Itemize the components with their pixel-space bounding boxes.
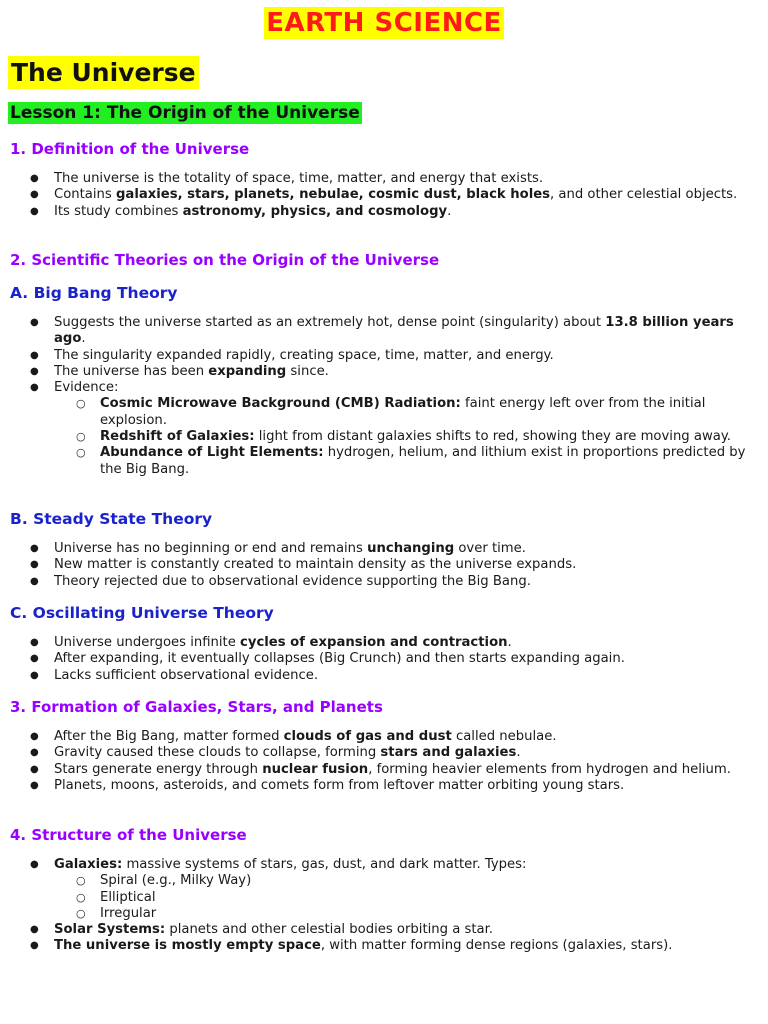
list-item: ● Theory rejected due to observational evidence supporting the Big Bang. [30, 574, 750, 590]
sub-list-item: ○ Redshift of Galaxies: light from distant galaxies shifts to red, showing they are moving away. [76, 429, 750, 445]
list-item: ● The singularity expanded rapidly, creating space, time, matter, and energy. [30, 348, 750, 364]
list-item: ● Galaxies: massive systems of stars, gas, dust, and dark matter. Types: ○ Spiral (e.g., Milky Way) ○ Elliptical ○ Irregular [30, 857, 750, 922]
list-item: ● The universe is the totality of space, time, matter, and energy that exists. [30, 171, 750, 187]
sub-list-item: ○ Abundance of Light Elements: hydrogen, helium, and lithium exist in proportions predicted by the Big Bang. [76, 445, 750, 478]
subsection-a-heading: A. Big Bang Theory [10, 284, 178, 302]
galaxy-types-list [76, 873, 750, 922]
list-item: ● Suggests the universe started as an extremely hot, dense point (singularity) about 13.8 billion years ago. [30, 315, 750, 348]
list-item: ● Solar Systems: planets and other celestial bodies orbiting a star. [30, 922, 750, 938]
list-item: ● Evidence: ○ Cosmic Microwave Background (CMB) Radiation: faint energy left over from the initial explosion. ○ Redshift of Galaxies: light from distant galaxies shifts to red, showing they are moving away. ○ Abundance of Light Elements: hydrogen, helium, and lithium exist in proportions predicted by the Big Bang. [30, 380, 750, 478]
document-title-text: EARTH SCIENCE [266, 8, 502, 38]
list-item: ● Planets, moons, asteroids, and comets form from leftover matter orbiting young stars. [30, 778, 750, 794]
list-item: ● Gravity caused these clouds to collapse, forming stars and galaxies. [30, 745, 750, 761]
list-item: ● After the Big Bang, matter formed clouds of gas and dust called nebulae. [30, 729, 750, 745]
section-1-heading: 1. Definition of the Universe [10, 140, 250, 158]
subsection-b-heading: B. Steady State Theory [10, 510, 213, 528]
list-item: ● New matter is constantly created to maintain density as the universe expands. [30, 557, 750, 573]
sub-list-item: ○ Elliptical [76, 890, 750, 906]
list-item: ● After expanding, it eventually collapses (Big Crunch) and then starts expanding again. [30, 651, 750, 667]
section-4-list [30, 857, 750, 955]
list-item: ● Its study combines astronomy, physics, and cosmology. [30, 204, 750, 220]
list-item: ● Stars generate energy through nuclear fusion, forming heavier elements from hydrogen and helium. [30, 762, 750, 778]
main-heading: The Universe [8, 56, 199, 89]
subsection-b-list [30, 541, 750, 590]
lesson-heading: Lesson 1: The Origin of the Universe [10, 103, 360, 123]
list-item: ● Contains galaxies, stars, planets, nebulae, cosmic dust, black holes, and other celestial objects. [30, 187, 750, 203]
section-1-list [30, 171, 750, 220]
subsection-a-list [30, 315, 750, 478]
subsection-c-heading: C. Oscillating Universe Theory [10, 604, 274, 622]
list-item: ● Universe has no beginning or end and remains unchanging over time. [30, 541, 750, 557]
sub-list-item: ○ Cosmic Microwave Background (CMB) Radiation: faint energy left over from the initial explosion. [76, 396, 750, 429]
subsection-c-list [30, 635, 750, 684]
section-2-heading: 2. Scientific Theories on the Origin of the Universe [10, 251, 440, 269]
list-item: ● The universe is mostly empty space, with matter forming dense regions (galaxies, stars). [30, 938, 750, 954]
sub-list-item: ○ Spiral (e.g., Milky Way) [76, 873, 750, 889]
section-3-list [30, 729, 750, 794]
section-4-heading: 4. Structure of the Universe [10, 826, 247, 844]
sub-list-item: ○ Irregular [76, 906, 750, 922]
list-item: ● Lacks sufficient observational evidence. [30, 668, 750, 684]
document-title [0, 8, 768, 38]
list-item: ● The universe has been expanding since. [30, 364, 750, 380]
evidence-list [76, 396, 750, 477]
section-3-heading: 3. Formation of Galaxies, Stars, and Planets [10, 698, 383, 716]
list-item: ● Universe undergoes infinite cycles of expansion and contraction. [30, 635, 750, 651]
